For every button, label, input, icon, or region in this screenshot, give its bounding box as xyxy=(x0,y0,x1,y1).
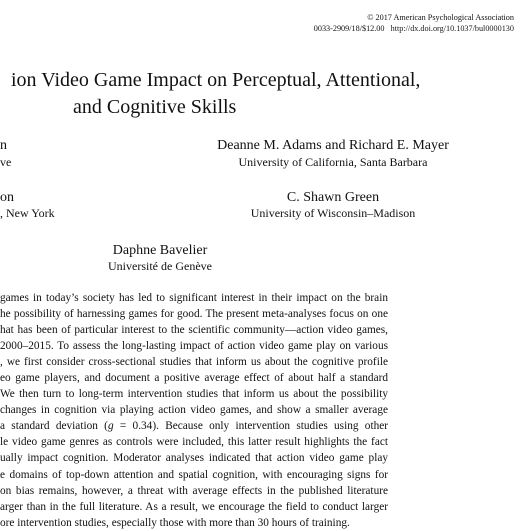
publication-info xyxy=(314,24,514,34)
article-title-line-1: ion Video Game Impact on Perceptual, Attentional, xyxy=(11,69,421,91)
author-affiliation-right-top: University of California, Santa Barbara xyxy=(238,155,428,169)
abstract-line: ore intervention studies, especially those with more than 30 hours of training. xyxy=(0,516,350,529)
abstract-line: ually impact cognition. Moderator analyses indicated that action video game play xyxy=(0,452,388,465)
abstract-line: games in today’s society has led to significant interest in their impact on the brain xyxy=(0,292,388,304)
author-affiliation-left-top: ve xyxy=(0,155,12,169)
abstract xyxy=(0,290,388,531)
abstract-line: le video game genres as controls were included, this latter result highlights the fact xyxy=(0,436,388,449)
author-name-right-mid: C. Shawn Green xyxy=(286,190,380,205)
abstract-line: eo game players, and document a positive average effect of about half a standard xyxy=(0,372,388,385)
abstract-line: on bias remains, however, a threat with average effects in the published literature xyxy=(0,484,388,497)
author-name-right-top: Deanne M. Adams and Richard E. Mayer xyxy=(217,138,449,153)
issn-price: 0033-2909/18/$12.00 xyxy=(313,24,385,33)
author-affiliation-center: Université de Genève xyxy=(108,259,212,273)
author-affiliation-left-mid: , New York xyxy=(0,206,55,220)
author-name-left-top: n xyxy=(0,138,7,153)
abstract-line: 2000–2015. To assess the long-lasting impact of action video game play on various xyxy=(0,340,388,353)
author-name-left-mid: on xyxy=(0,190,14,205)
abstract-line: e domains of top-down attention and spatial cognition, with encouraging signs for xyxy=(0,468,388,481)
author-affiliation-right-mid: University of Wisconsin–Madison xyxy=(250,206,416,220)
copyright-notice: © 2017 American Psychological Association xyxy=(367,13,514,22)
abstract-line: arger than in the full literature. As a result, we encourage the field to conduct larger xyxy=(0,500,388,513)
abstract-line: he possibility of harnessing games for good. The present meta-analyses focus on one xyxy=(0,308,388,321)
abstract-line: changes in cognition via playing action video games, and show a smaller average xyxy=(0,404,388,417)
article-title-line-2: and Cognitive Skills xyxy=(73,96,237,118)
abstract-line: We then turn to long-term intervention studies that inform us about the possibility xyxy=(0,388,388,401)
doi-link[interactable]: http://dx.doi.org/10.1037/bul0000130 xyxy=(390,24,514,33)
author-name-center: Daphne Bavelier xyxy=(112,243,208,258)
abstract-line: , we first consider cross-sectional studies that inform us about the cognitive profile xyxy=(0,356,388,369)
abstract-line: hat has been of particular interest to the scientific community—action video games, xyxy=(0,324,388,337)
abstract-line: a standard deviation (g = 0.34). Because only intervention studies using other xyxy=(0,420,388,433)
